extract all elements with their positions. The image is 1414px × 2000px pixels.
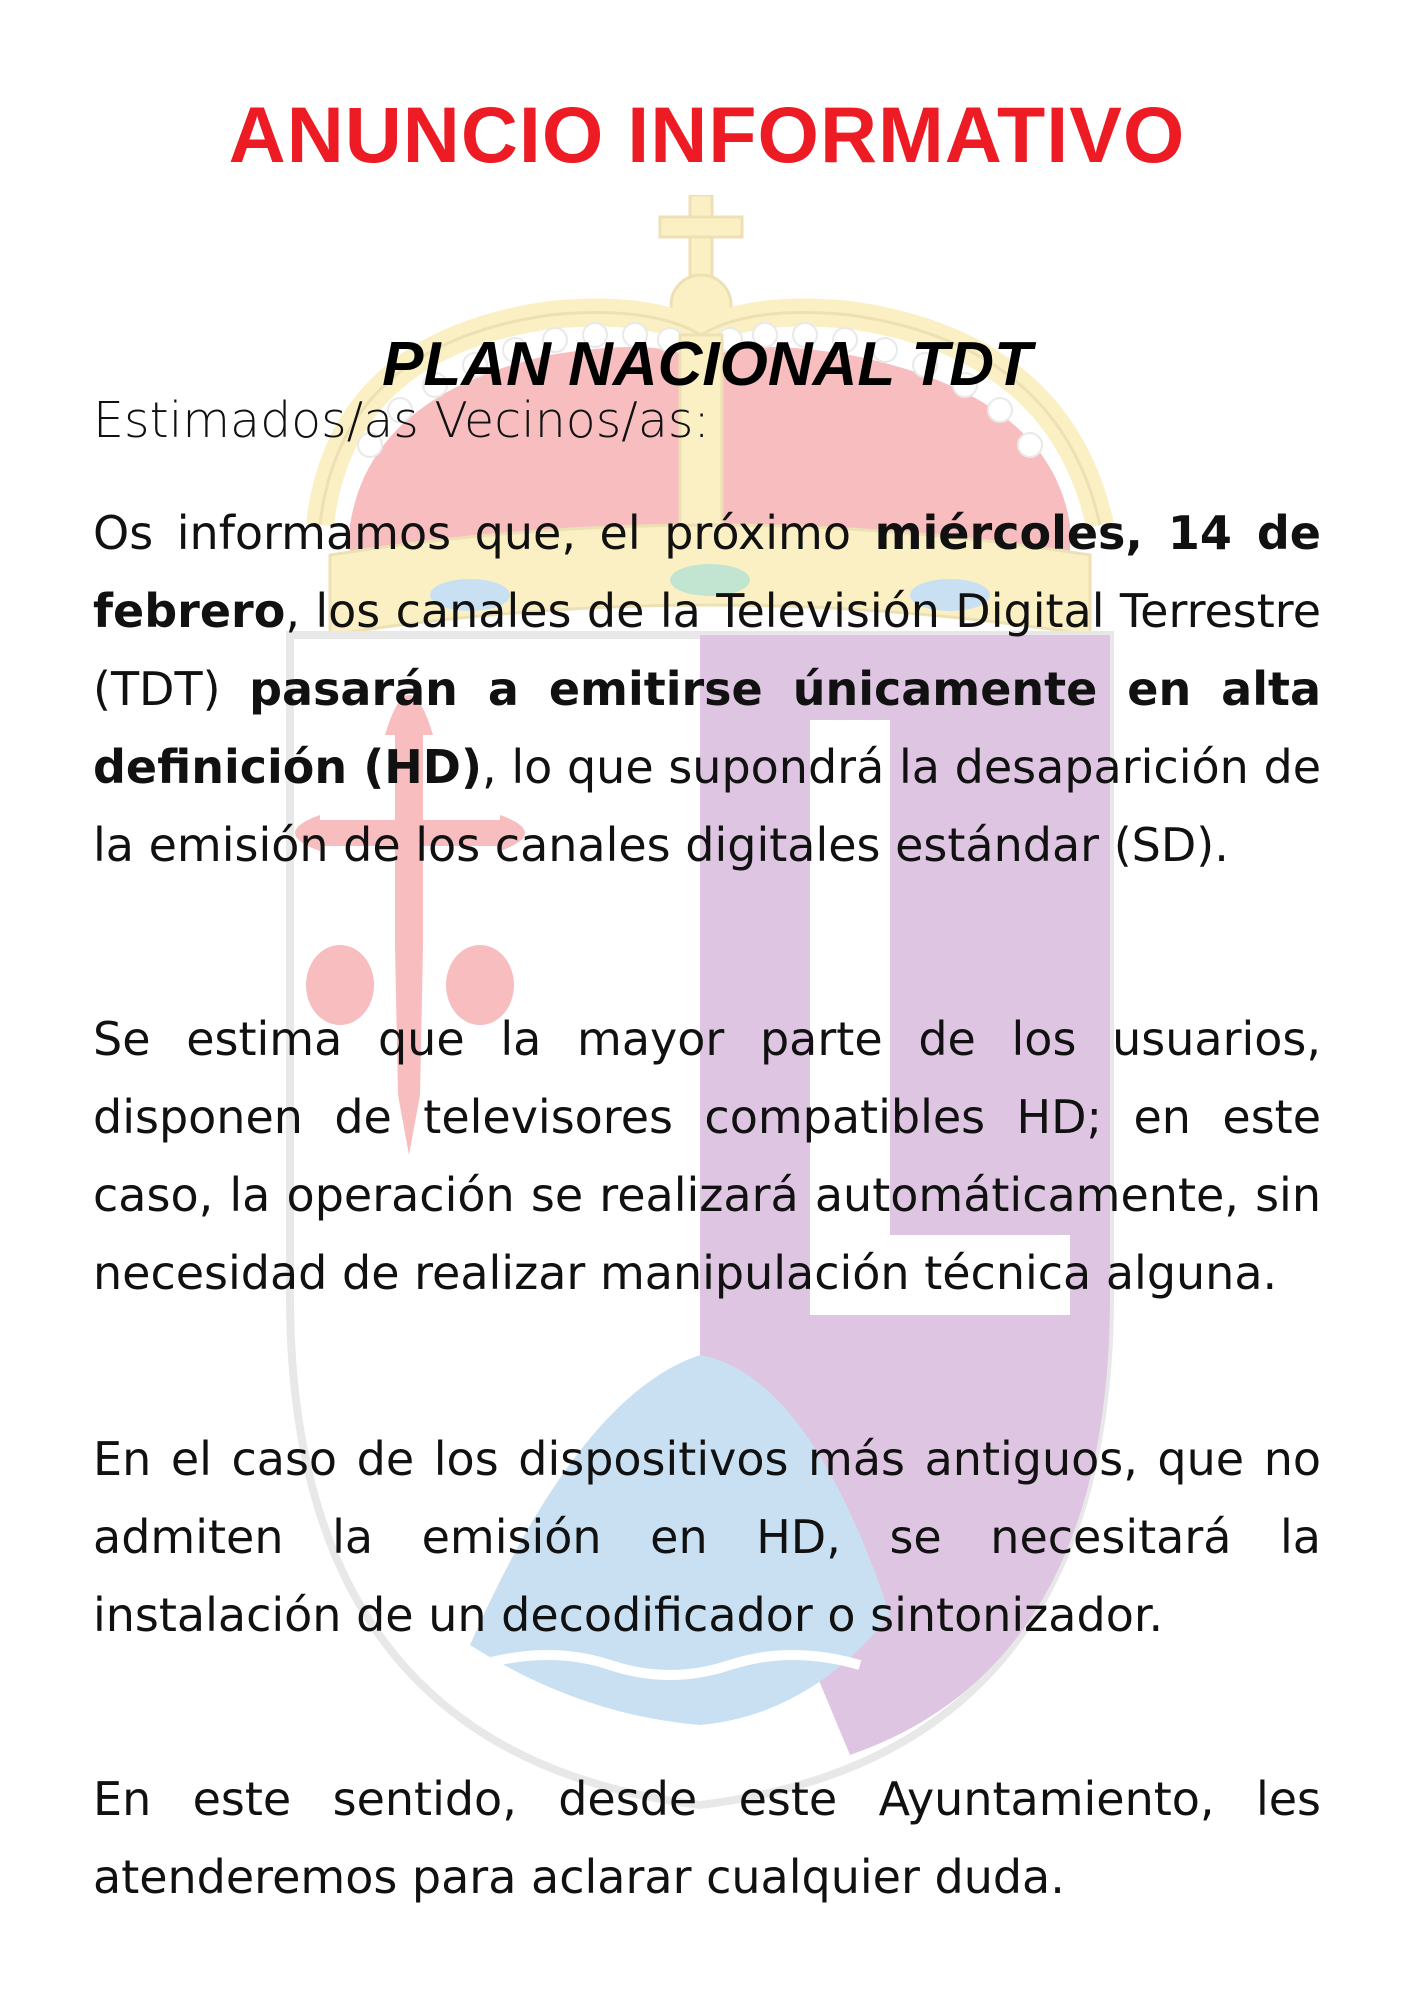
page-title: ANUNCIO INFORMATIVO (228, 90, 1186, 179)
highlight-hd: pasarán a emitirse únicamente en alta definición (HD) (93, 662, 1321, 794)
highlight-date: miércoles, 14 de febrero (93, 506, 1322, 638)
paragraph-text: , lo que supondrá la desaparición de la emisión de los canales digitales estándar (SD). (93, 740, 1321, 872)
greeting: Estimados/as Vecinos/as: (93, 392, 710, 449)
announcement (0, 0, 1414, 405)
paragraph-text: , los canales de la Televisión Digital Terrestre (TDT) (93, 584, 1321, 716)
paragraph-announcement (93, 494, 1321, 884)
paragraph-old-devices: En el caso de los dispositivos más antiguos, que no admiten la emisión en HD, se necesitará la instalación de un decodificador o sintonizador. (93, 1432, 1321, 1642)
paragraph-compatible: Se estima que la mayor parte de los usuarios, disponen de televisores compatibles HD; en este caso, la operación se realizará automáticamente, sin necesidad de realizar manipulación técnica alguna. (93, 1012, 1321, 1300)
page-subtitle: PLAN NACIONAL TDT (382, 330, 1032, 399)
paragraph-text: Os informamos que, el próximo (93, 506, 875, 560)
paragraph-closing: En este sentido, desde este Ayuntamiento, les atenderemos para aclarar cualquier duda. (93, 1772, 1321, 1904)
